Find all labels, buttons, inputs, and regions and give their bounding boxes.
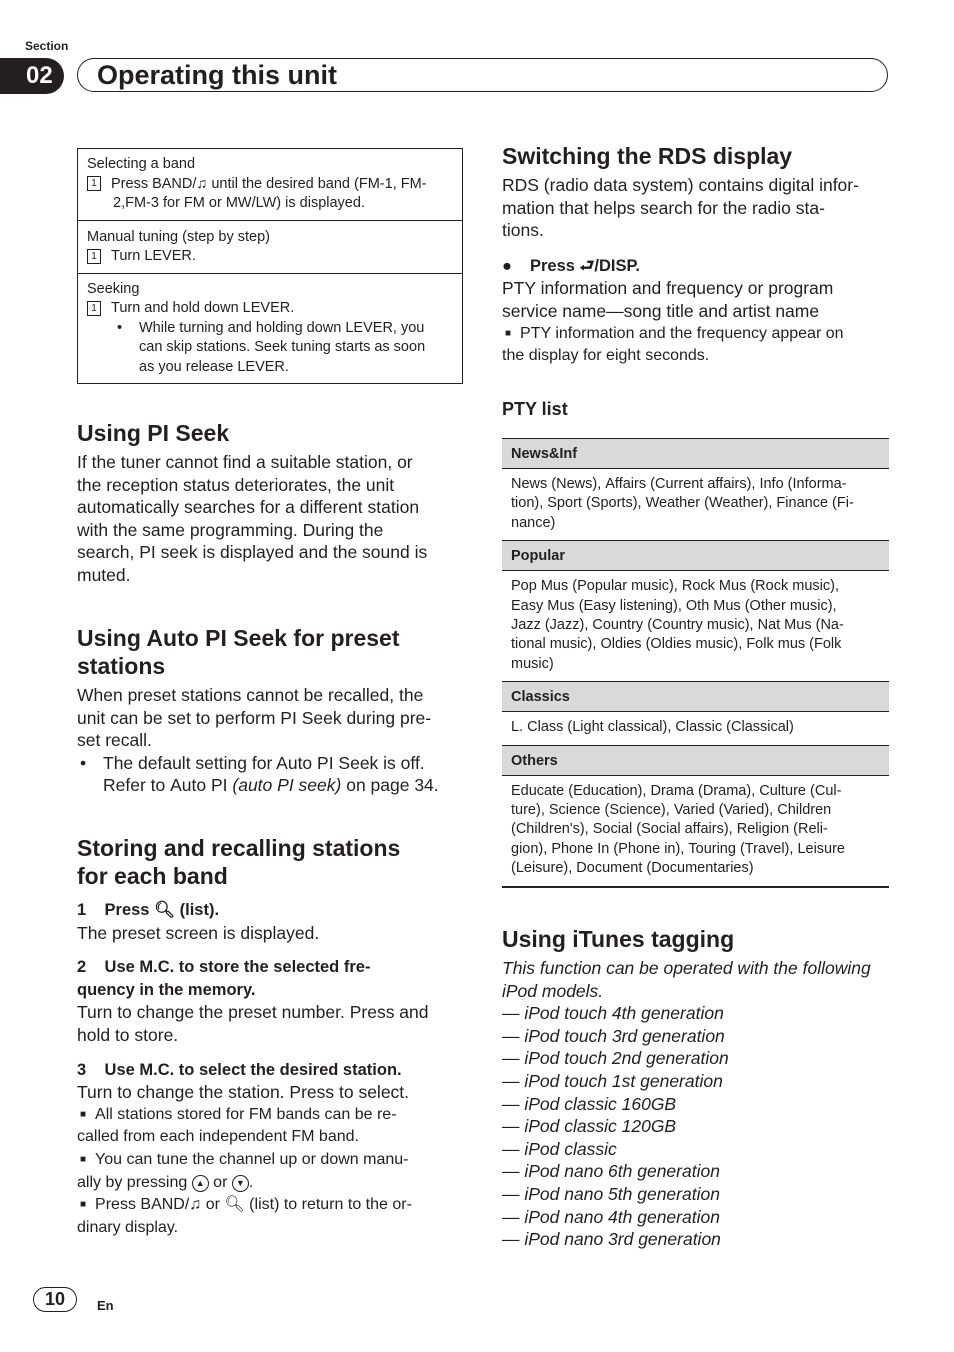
text-span: Press bbox=[529, 256, 580, 275]
text-line: mation that helps search for the radio sta- bbox=[502, 197, 825, 218]
note-1: ■ All stations stored for FM bands can be re- called from each independent FM band. bbox=[77, 1105, 397, 1146]
procedure-title: Manual tuning (step by step) bbox=[87, 228, 270, 245]
text-span: Refer to bbox=[103, 775, 171, 796]
ipod-model-item: — iPod nano 3rd generation bbox=[502, 1229, 721, 1250]
band-icon: ♫ bbox=[189, 1196, 202, 1214]
pty-desc: nance) bbox=[511, 514, 556, 531]
text-line: set recall. bbox=[77, 730, 152, 751]
band-fm1: FM-1 bbox=[358, 175, 393, 192]
pty-code: Finance bbox=[776, 495, 829, 512]
step-1-desc: The preset screen is displayed. bbox=[77, 922, 320, 943]
bullet-item-cont bbox=[77, 774, 463, 797]
pty-desc: (Education), bbox=[564, 782, 651, 799]
pty-desc: (Light classical), bbox=[563, 719, 676, 736]
band-fm2-part: FM- bbox=[400, 175, 427, 192]
pty-desc: (Popular music), bbox=[568, 578, 682, 595]
text-line: RDS (radio data system) contains digital infor- bbox=[502, 175, 859, 195]
pty-desc: (News), bbox=[547, 476, 606, 492]
pty-desc: (Social affairs), bbox=[632, 821, 737, 838]
rds-desc bbox=[502, 277, 889, 322]
rds-note: ■ PTY information and the frequency appear on the display for eight seconds. bbox=[502, 324, 844, 365]
text-span: All stations stored for FM bands can be re- bbox=[95, 1105, 397, 1123]
step-text: for FM or bbox=[158, 195, 226, 211]
text-line: PTY information and frequency or program bbox=[502, 278, 834, 299]
pty-desc: (Sports), bbox=[581, 495, 646, 512]
text-line: automatically searches for a different station bbox=[77, 497, 420, 518]
pi-seek-section bbox=[77, 419, 463, 587]
pty-desc: (Oldies music), bbox=[641, 636, 747, 653]
pty-code: Phone In bbox=[551, 840, 610, 857]
pty-desc: (Jazz), bbox=[540, 617, 593, 634]
bullet-text: . bbox=[284, 358, 289, 375]
step-1-heading bbox=[77, 899, 463, 922]
pty-line bbox=[511, 514, 880, 533]
rds-section bbox=[502, 142, 889, 368]
band-icon: ♫ bbox=[196, 175, 208, 192]
pty-code: Drama bbox=[650, 782, 694, 799]
text-span: Press bbox=[104, 901, 155, 919]
pty-desc: tional music), bbox=[511, 636, 601, 653]
text-line: with the same programming. During the bbox=[77, 519, 384, 540]
pty-desc: (Phone in), bbox=[609, 840, 689, 857]
lever-label: LEVER bbox=[237, 358, 285, 375]
pty-group-header: Others bbox=[502, 745, 889, 776]
procedure-title: Selecting a band bbox=[87, 156, 196, 172]
procedure-title: Seeking bbox=[87, 280, 140, 297]
pty-code: Oth Mus bbox=[685, 597, 741, 614]
procedure-step bbox=[87, 247, 453, 267]
ipod-model-item: — iPod touch 3rd generation bbox=[502, 1025, 725, 1046]
step-3-heading bbox=[77, 1059, 463, 1082]
procedure-step bbox=[87, 175, 453, 195]
lever-label: LEVER bbox=[144, 248, 192, 264]
text-span: (auto PI seek) bbox=[227, 775, 342, 796]
pty-desc: (Folk bbox=[805, 636, 842, 653]
band-fm2-part: 2 bbox=[113, 195, 122, 211]
pty-desc: tion), bbox=[511, 495, 548, 512]
step-2-heading bbox=[77, 956, 463, 1001]
pty-desc: (Other music), bbox=[740, 597, 837, 614]
pty-group-header: News&Inf bbox=[502, 438, 889, 469]
pty-group-body bbox=[502, 469, 889, 540]
language-label: En bbox=[97, 1298, 114, 1313]
pty-desc: gion), bbox=[511, 840, 552, 857]
text-span: on page 34. bbox=[341, 775, 439, 796]
pty-desc: (Rock music), bbox=[746, 578, 839, 595]
pty-desc: (Travel), bbox=[735, 840, 798, 857]
pty-group-body bbox=[502, 776, 889, 888]
pty-line bbox=[511, 782, 880, 801]
pty-line bbox=[511, 635, 880, 654]
step-2-desc bbox=[77, 1001, 463, 1046]
ipod-model-item: — iPod nano 6th generation bbox=[502, 1161, 720, 1182]
procedure-bullet-cont: can skip stations. Seek tuning starts as soon bbox=[139, 339, 426, 355]
pi-seek-body bbox=[77, 451, 463, 587]
text-span: or bbox=[208, 1173, 232, 1191]
pty-desc: (Country music), bbox=[643, 617, 758, 634]
lever-label: LEVER bbox=[242, 300, 291, 316]
pty-code: Touring bbox=[688, 840, 736, 857]
search-icon: 🔍︎ bbox=[224, 1196, 245, 1214]
text-span: called from each independent FM band. bbox=[77, 1128, 359, 1146]
pty-line bbox=[511, 597, 880, 616]
text-line bbox=[77, 541, 463, 564]
pty-line bbox=[511, 859, 880, 878]
pty-desc: (Fi- bbox=[828, 495, 854, 512]
ipod-model-list bbox=[502, 1002, 889, 1251]
pi-seek-label: PI seek bbox=[139, 542, 198, 563]
text-span: or bbox=[201, 1196, 225, 1214]
heading-line: Using Auto PI Seek for preset bbox=[77, 625, 400, 651]
ipod-model-item: — iPod classic bbox=[502, 1138, 617, 1159]
rds-press-step bbox=[502, 255, 889, 278]
text-line: unit can be set to perform PI Seek during pre- bbox=[77, 707, 432, 728]
procedure-box bbox=[77, 148, 463, 384]
search-icon: 🔍︎ bbox=[154, 901, 176, 919]
pty-code: Country bbox=[592, 617, 644, 634]
pty-desc: (Leisure), bbox=[511, 860, 577, 877]
pty-desc: (Varied), bbox=[714, 802, 778, 819]
pty-table bbox=[502, 438, 889, 888]
itunes-section bbox=[502, 925, 889, 1251]
band-fm3: FM-3 bbox=[125, 195, 159, 211]
up-arrow-icon: ▲ bbox=[192, 1175, 209, 1192]
text-line: Turn to change the preset number. Press and bbox=[77, 1002, 429, 1023]
text-span: . bbox=[248, 1173, 254, 1191]
ipod-model-item: — iPod touch 2nd generation bbox=[502, 1048, 729, 1069]
pty-code: Varied bbox=[673, 802, 715, 819]
step-text: , bbox=[392, 175, 401, 192]
text-line: When preset stations cannot be recalled, the bbox=[77, 685, 424, 705]
pty-group-header: Classics bbox=[502, 681, 889, 712]
step-text: Turn and hold down bbox=[111, 300, 243, 316]
pty-code: Affairs bbox=[605, 476, 647, 492]
step-text: , bbox=[121, 195, 126, 211]
pty-desc: (Reli- bbox=[789, 821, 828, 838]
text-span: dinary display. bbox=[77, 1218, 179, 1236]
heading-line: for each band bbox=[77, 863, 228, 889]
pty-desc: music) bbox=[511, 655, 554, 672]
auto-pi-heading bbox=[77, 624, 463, 680]
pty-section bbox=[502, 399, 889, 420]
step-number: 1 bbox=[77, 901, 87, 919]
step-number: 1 bbox=[87, 176, 101, 191]
rds-heading: Switching the RDS display bbox=[502, 143, 793, 169]
pi-seek-heading: Using PI Seek bbox=[77, 420, 230, 446]
pty-code: Culture bbox=[759, 782, 806, 799]
step-number: 2 bbox=[77, 958, 87, 977]
bullet-text: The default setting for Auto PI Seek is off. bbox=[103, 752, 425, 773]
pty-desc: (Drama), bbox=[693, 782, 760, 799]
pty-code: Sport bbox=[547, 495, 582, 512]
text-span: Use M.C. to select the desired station. bbox=[104, 1060, 402, 1079]
pty-line bbox=[511, 577, 880, 596]
step-text: . bbox=[290, 300, 295, 316]
step-3-desc: Turn to change the station. Press to select. bbox=[77, 1082, 410, 1103]
pty-desc: (Children's), bbox=[511, 821, 593, 838]
text-line: the reception status deteriorates, the unit bbox=[77, 474, 395, 495]
pty-line bbox=[511, 820, 880, 839]
text-line: This function can be operated with the following bbox=[502, 958, 871, 978]
text-span: (list) to return to the or- bbox=[244, 1196, 412, 1214]
step-number: 3 bbox=[77, 1060, 87, 1079]
heading-line: Storing and recalling stations bbox=[77, 835, 401, 861]
procedure-step bbox=[87, 299, 453, 319]
text-line: iPod models. bbox=[502, 980, 604, 1001]
pty-code: Social bbox=[592, 821, 633, 838]
pty-code: Classic bbox=[675, 719, 723, 736]
back-arrow-icon: ⮐ bbox=[579, 256, 595, 275]
bullet-item: • The default setting for Auto PI Seek is off. bbox=[80, 752, 425, 773]
pty-code: Easy Mus bbox=[511, 597, 575, 614]
text-span: is displayed and the sound is bbox=[197, 542, 428, 563]
pty-desc: (Science), bbox=[600, 802, 674, 819]
pty-code: Religion bbox=[736, 821, 790, 838]
pty-code: Children bbox=[777, 802, 832, 819]
bullet-text: , you bbox=[392, 319, 425, 336]
page-number: 10 bbox=[33, 1287, 77, 1312]
pty-desc: (Easy listening), bbox=[574, 597, 686, 614]
pty-code: Leisure bbox=[797, 840, 845, 857]
itunes-intro bbox=[502, 957, 889, 1002]
pty-line bbox=[511, 494, 880, 513]
storing-section bbox=[77, 834, 463, 1239]
lever-label: LEVER bbox=[345, 319, 393, 336]
page-title-box bbox=[77, 58, 888, 92]
section-number: 02 bbox=[0, 58, 64, 94]
pty-code: Nat Mus bbox=[757, 617, 812, 634]
procedure-bullet-cont bbox=[87, 358, 453, 378]
bullet-text: While turning and holding down bbox=[139, 319, 346, 336]
text-span: search, bbox=[77, 542, 140, 563]
procedure-selecting-band bbox=[78, 149, 462, 220]
pty-desc: (Na- bbox=[811, 617, 844, 634]
pty-desc: (Documentaries) bbox=[642, 860, 754, 877]
pty-desc: (Informa- bbox=[783, 476, 847, 492]
pty-desc: (Weather), bbox=[700, 495, 777, 512]
text-span: quency in the memory. bbox=[77, 980, 256, 999]
text-line: tions. bbox=[502, 220, 544, 241]
ipod-model-item: — iPod touch 4th generation bbox=[502, 1003, 724, 1024]
section-label: Section bbox=[25, 39, 69, 53]
band-mwlw: MW/LW bbox=[225, 195, 277, 211]
text-span: the display for eight seconds. bbox=[502, 347, 710, 365]
pty-desc: (Classical) bbox=[722, 719, 794, 736]
text-line: service name—song title and artist name bbox=[502, 300, 820, 321]
pty-desc: ture), bbox=[511, 802, 549, 819]
bullet-text: as you release bbox=[139, 358, 238, 375]
pty-code: Folk mus bbox=[746, 636, 806, 653]
auto-pi-section bbox=[77, 624, 463, 797]
pty-code: Science bbox=[548, 802, 601, 819]
step-number: 1 bbox=[87, 301, 101, 316]
auto-pi-body bbox=[77, 684, 463, 797]
ipod-model-item: — iPod nano 4th generation bbox=[502, 1206, 720, 1227]
itunes-heading: Using iTunes tagging bbox=[502, 926, 735, 952]
ipod-model-item: — iPod classic 160GB bbox=[502, 1093, 677, 1114]
procedure-bullet bbox=[87, 319, 453, 339]
pty-line bbox=[511, 655, 880, 674]
step-text: Turn bbox=[111, 248, 145, 264]
ipod-model-item: — iPod classic 120GB bbox=[502, 1116, 677, 1137]
band-label: BAND/ bbox=[140, 1196, 190, 1214]
bullet-dot-icon: ● bbox=[502, 256, 512, 275]
rds-body bbox=[502, 174, 889, 242]
ipod-model-item: — iPod nano 5th generation bbox=[502, 1183, 720, 1204]
storing-steps bbox=[77, 899, 463, 1239]
pty-code: Info bbox=[759, 476, 784, 492]
pty-code: Rock Mus bbox=[681, 578, 747, 595]
pty-code: News bbox=[511, 476, 548, 492]
pty-group-body bbox=[502, 712, 889, 744]
storing-heading bbox=[77, 834, 463, 890]
pty-code: Jazz bbox=[511, 617, 541, 634]
procedure-manual-tuning bbox=[78, 220, 462, 273]
pty-line bbox=[511, 616, 880, 635]
pty-code: Pop Mus bbox=[511, 578, 569, 595]
pty-line bbox=[511, 475, 880, 494]
pty-code: Weather bbox=[645, 495, 701, 512]
band-label: BAND/ bbox=[152, 175, 197, 192]
pty-code: Educate bbox=[511, 782, 565, 799]
text-span: (list). bbox=[175, 901, 220, 919]
step-text: Press bbox=[111, 175, 153, 192]
text-span: You can tune the channel up or down manu- bbox=[95, 1150, 409, 1168]
pty-line bbox=[511, 718, 880, 737]
pty-code: Document bbox=[576, 860, 643, 877]
text-span: Use M.C. to store the selected fre- bbox=[104, 958, 371, 977]
pty-group-body bbox=[502, 571, 889, 681]
procedure-seeking bbox=[78, 273, 462, 384]
down-arrow-icon: ▼ bbox=[232, 1175, 249, 1192]
note-3: ■ Press BAND/♫ or 🔍︎ (list) to return to the or- dinary display. bbox=[77, 1196, 412, 1236]
pty-line bbox=[511, 801, 880, 820]
text-line: If the tuner cannot find a suitable station, or bbox=[77, 452, 413, 472]
note-2: ■ You can tune the channel up or down manu- ally by pressing ▲ or ▼ . bbox=[77, 1150, 409, 1191]
pty-heading: PTY list bbox=[502, 399, 568, 419]
step-number: 1 bbox=[87, 249, 101, 264]
text-span: ally by pressing bbox=[77, 1173, 192, 1191]
procedure-step-cont bbox=[87, 194, 453, 214]
auto-pi-link: Auto PI bbox=[170, 775, 228, 796]
pty-code: Oldies bbox=[600, 636, 642, 653]
pty-line bbox=[511, 840, 880, 859]
step-text: until the desired band ( bbox=[207, 175, 359, 192]
pty-group-header: Popular bbox=[502, 540, 889, 571]
text-line: muted. bbox=[77, 564, 131, 585]
pty-desc: (Cul- bbox=[805, 782, 842, 799]
heading-line: stations bbox=[77, 653, 166, 679]
ipod-model-item: — iPod touch 1st generation bbox=[502, 1070, 723, 1091]
step-text: . bbox=[191, 248, 196, 264]
text-span: PTY information and the frequency appear on bbox=[520, 324, 844, 342]
text-span: Press bbox=[95, 1196, 141, 1214]
text-span: /DISP. bbox=[594, 256, 640, 275]
pty-desc: (Current affairs), bbox=[646, 476, 760, 492]
page-title: Operating this unit bbox=[97, 60, 337, 90]
step-text: ) is displayed. bbox=[276, 195, 365, 211]
pty-code: L. Class bbox=[511, 719, 564, 736]
text-line: hold to store. bbox=[77, 1024, 179, 1045]
